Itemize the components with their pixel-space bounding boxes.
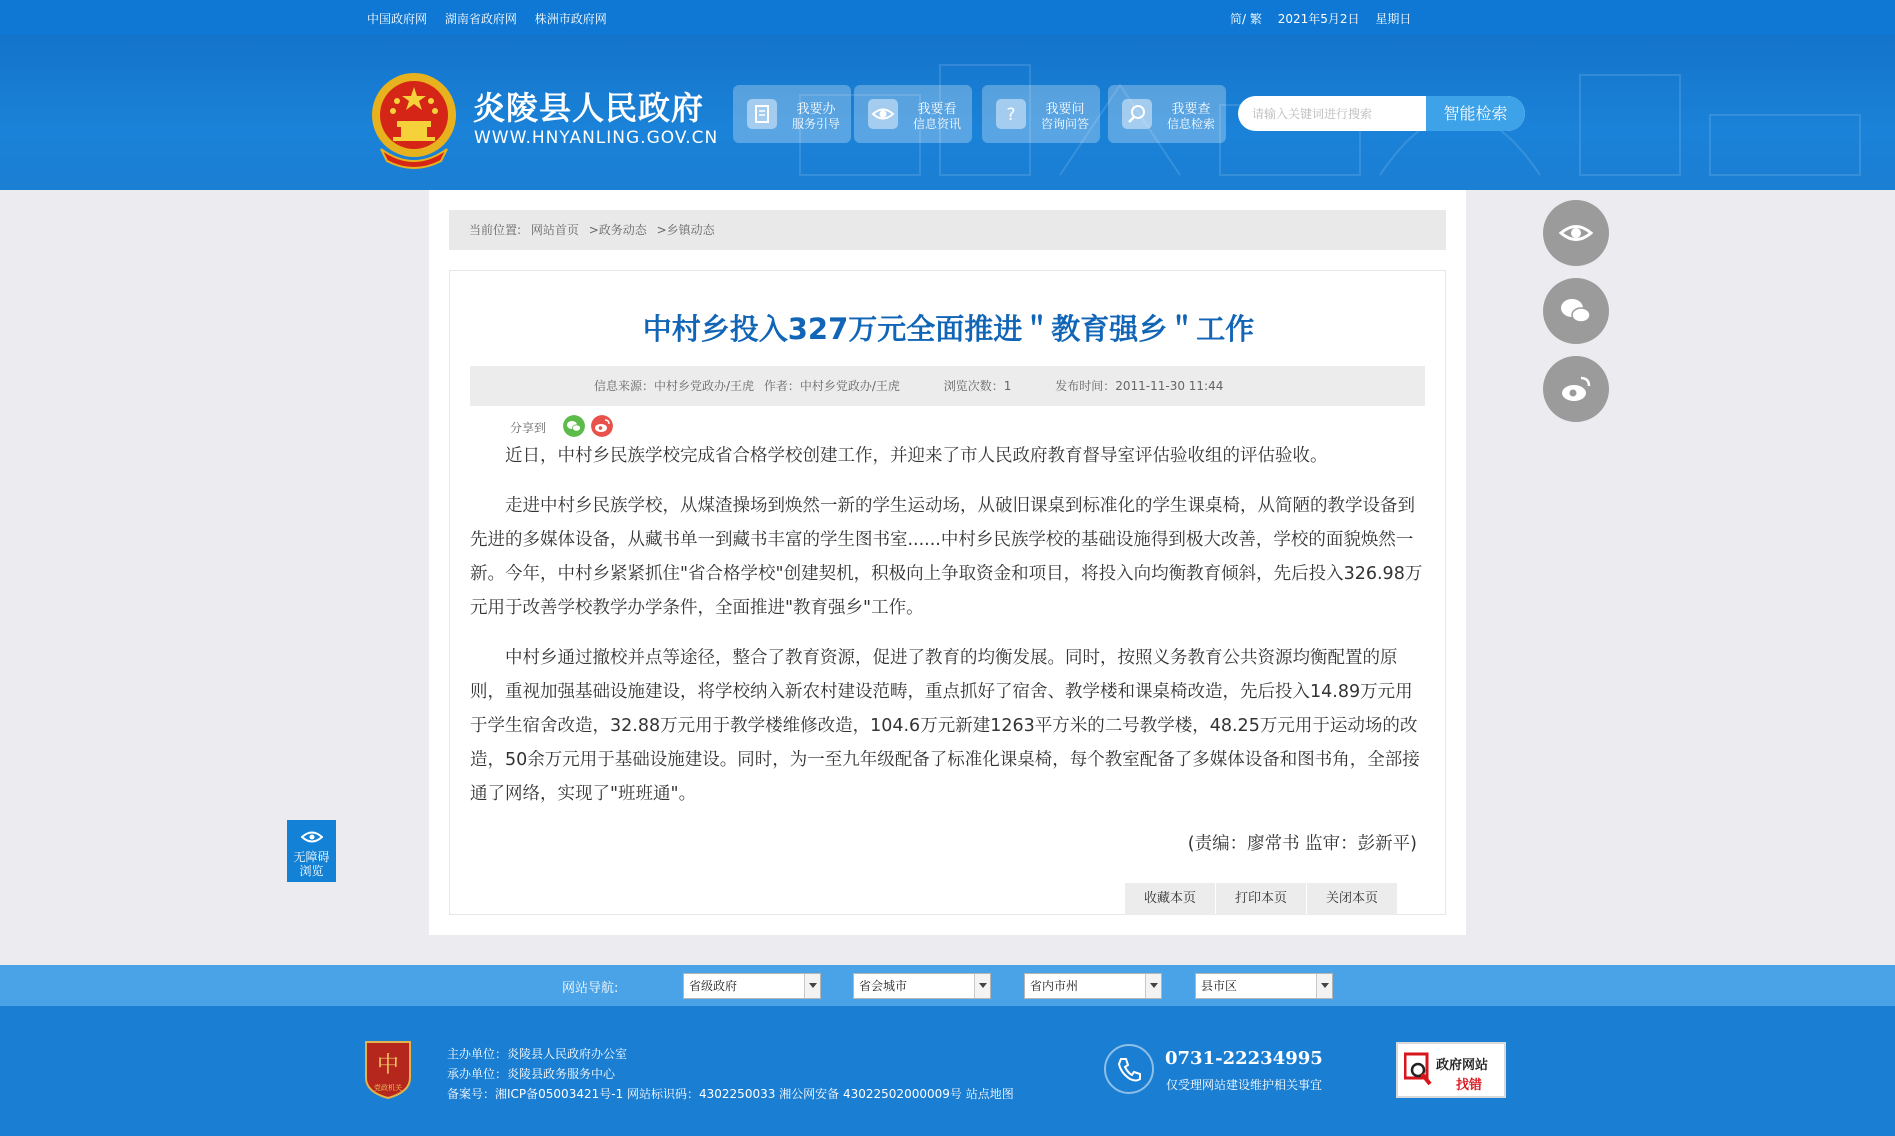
weibo-icon bbox=[1543, 356, 1609, 422]
national-emblem-icon bbox=[367, 69, 462, 173]
eye-icon bbox=[301, 830, 323, 844]
svg-text:中: 中 bbox=[376, 1053, 400, 1078]
share-label: 分享到 bbox=[510, 421, 547, 435]
top-right-info bbox=[1230, 10, 1423, 27]
a11y-line2: 浏览 bbox=[299, 864, 324, 878]
close-page-button[interactable]: 关闭本页 bbox=[1307, 883, 1397, 915]
footer-organizer: 承办单位：炎陵县政务服务中心 bbox=[447, 1067, 616, 1081]
select-value: 省内市州 bbox=[1030, 979, 1079, 993]
select-counties[interactable] bbox=[1195, 973, 1333, 999]
top-links bbox=[367, 10, 621, 27]
quick-btn-line1: 我要办 bbox=[796, 102, 836, 117]
quick-btn-line2: 咨询问答 bbox=[1040, 117, 1089, 131]
report-error-line2: 找错 bbox=[1456, 1078, 1483, 1093]
breadcrumb-home[interactable]: 网站首页 bbox=[530, 223, 579, 237]
breadcrumb-township[interactable]: >乡镇动态 bbox=[656, 223, 715, 237]
eye-icon bbox=[868, 99, 898, 129]
link-hunan-gov[interactable]: 湖南省政府网 bbox=[444, 12, 517, 26]
site-footer bbox=[0, 1006, 1895, 1136]
quick-btn-search[interactable] bbox=[1108, 85, 1226, 143]
footer-phone: 0731-22234995 bbox=[1165, 1048, 1323, 1069]
footer-nav-label: 网站导航: bbox=[562, 981, 619, 996]
select-value: 省会城市 bbox=[859, 979, 908, 993]
wechat-share-icon[interactable] bbox=[563, 415, 585, 437]
question-icon bbox=[996, 99, 1026, 129]
chevron-down-icon bbox=[804, 974, 820, 998]
svg-text:党政机关: 党政机关 bbox=[374, 1084, 402, 1092]
accessibility-button[interactable] bbox=[287, 820, 336, 882]
breadcrumb bbox=[449, 210, 1446, 250]
party-gov-badge-icon[interactable] bbox=[362, 1038, 414, 1100]
chevron-down-icon bbox=[974, 974, 990, 998]
meta-views: 浏览次数：1 bbox=[943, 379, 1012, 393]
site-name[interactable]: 炎陵县人民政府 bbox=[473, 89, 705, 127]
quick-btn-info[interactable] bbox=[854, 85, 972, 143]
quick-btn-line1: 我要问 bbox=[1045, 102, 1085, 117]
print-button[interactable]: 打印本页 bbox=[1216, 883, 1306, 915]
a11y-line1: 无障碍 bbox=[293, 850, 330, 864]
quick-btn-line2: 信息检索 bbox=[1166, 117, 1215, 131]
footer-info bbox=[447, 1044, 1014, 1104]
meta-published: 发布时间：2011-11-30 11:44 bbox=[1055, 379, 1224, 393]
article-paragraph: 走进中村乡民族学校，从煤渣操场到焕然一新的学生运动场，从破旧课桌到标准化的学生课桌椅，从简陋的教学设备到先进的多媒体设备，从藏书单一到藏书丰富的学生图书室......中村乡民族学校的基础设施得到极大改善，学校的面貌焕然一新。今年，中村乡紧紧抓住"省合格学校"创建契机，积极向上争取资金和项目，将投入向均衡教育倾斜，先后投入326.98万元用于改善学校教学办学条件，全面推进"教育强乡"工作。 bbox=[470, 496, 1423, 618]
article bbox=[449, 270, 1446, 915]
article-body bbox=[470, 439, 1425, 877]
float-weibo-button[interactable] bbox=[1543, 356, 1609, 422]
article-paragraph: 近日，中村乡民族学校完成省合格学校创建工作，并迎来了市人民政府教育督导室评估验收组的评估验收。 bbox=[505, 446, 1328, 466]
phone-icon bbox=[1104, 1044, 1154, 1094]
article-editor: (责编：廖常书 监审：彭新平) bbox=[1187, 834, 1417, 854]
select-value: 县市区 bbox=[1201, 979, 1238, 993]
breadcrumb-news[interactable]: >政务动态 bbox=[588, 223, 647, 237]
select-provincial[interactable] bbox=[683, 973, 821, 999]
chevron-down-icon bbox=[1145, 974, 1161, 998]
select-value: 省级政府 bbox=[689, 979, 738, 993]
article-title: 中村乡投入327万元全面推进＂教育强乡＂工作 bbox=[642, 312, 1255, 346]
search-box bbox=[1238, 96, 1525, 131]
meta-author: 作者：中村乡党政办/王虎 bbox=[763, 379, 900, 393]
search-button[interactable]: 智能检索 bbox=[1426, 96, 1525, 131]
quick-btn-qa[interactable] bbox=[982, 85, 1100, 143]
top-bar bbox=[0, 0, 1895, 35]
footer-phone-note: 仅受理网站建设维护相关事宜 bbox=[1166, 1078, 1323, 1092]
current-date: 2021年5月2日 bbox=[1277, 12, 1360, 26]
float-wechat-button[interactable] bbox=[1543, 278, 1609, 344]
breadcrumb-prefix: 当前位置: bbox=[469, 223, 522, 237]
quick-btn-line2: 信息资讯 bbox=[912, 117, 961, 131]
quick-btn-line2: 服务引导 bbox=[791, 117, 840, 131]
link-zhuzhou-gov[interactable]: 株洲市政府网 bbox=[534, 12, 607, 26]
current-weekday: 星期日 bbox=[1375, 12, 1412, 26]
meta-source: 信息来源：中村乡党政办/王虎 bbox=[594, 379, 755, 393]
link-gov-cn[interactable]: 中国政府网 bbox=[367, 12, 428, 26]
quick-btn-services[interactable] bbox=[733, 85, 851, 143]
article-meta bbox=[470, 366, 1425, 406]
report-error-line1: 政府网站 bbox=[1436, 1058, 1489, 1073]
search-input[interactable] bbox=[1238, 96, 1426, 131]
main-content bbox=[429, 190, 1466, 935]
select-capital-cities[interactable] bbox=[853, 973, 991, 999]
quick-btn-line1: 我要查 bbox=[1171, 102, 1211, 117]
chevron-down-icon bbox=[1316, 974, 1332, 998]
select-prefectures[interactable] bbox=[1024, 973, 1162, 999]
bookmark-button[interactable]: 收藏本页 bbox=[1125, 883, 1215, 915]
site-header bbox=[0, 35, 1895, 190]
quick-btn-line1: 我要看 bbox=[917, 102, 957, 117]
article-paragraph: 中村乡通过撤校并点等途径，整合了教育资源，促进了教育的均衡发展。同时，按照义务教育公共资源均衡配置的原则，重视加强基础设施建设，将学校纳入新农村建设范畴，重点抓好了宿舍、教学楼和课桌椅改造，先后投入14.89万元用于学生宿舍改造，32.88万元用于教学楼维修改造，104.6万元新建1263平方米的二号教学楼，48.25万元用于运动场的改造，50余万元用于基础设施建设。同时，为一至九年级配备了标准化课桌椅，每个教室配备了多媒体设备和图书角，全部接通了网络，实现了"班班通"。 bbox=[470, 648, 1420, 804]
lang-toggle[interactable]: 简/ 繁 bbox=[1230, 12, 1262, 26]
footer-host: 主办单位：炎陵县人民政府办公室 bbox=[447, 1047, 628, 1061]
site-url: WWW.HNYANLING.GOV.CN bbox=[474, 128, 719, 148]
float-eye-button[interactable] bbox=[1543, 200, 1609, 266]
magnifier-icon bbox=[1122, 99, 1152, 129]
wechat-icon bbox=[1543, 278, 1609, 344]
footer-record[interactable]: 备案号：湘ICP备05003421号-1 网站标识码：4302250033 湘公网安备 43022502000009号 站点地图 bbox=[447, 1087, 1014, 1101]
magnifier-icon bbox=[1404, 1052, 1434, 1090]
footer-nav bbox=[0, 965, 1895, 1006]
document-icon bbox=[747, 99, 777, 129]
svg-text:?: ? bbox=[1006, 105, 1016, 125]
eye-icon bbox=[1543, 200, 1609, 266]
weibo-share-icon[interactable] bbox=[591, 415, 613, 437]
report-error-badge[interactable] bbox=[1396, 1042, 1506, 1098]
